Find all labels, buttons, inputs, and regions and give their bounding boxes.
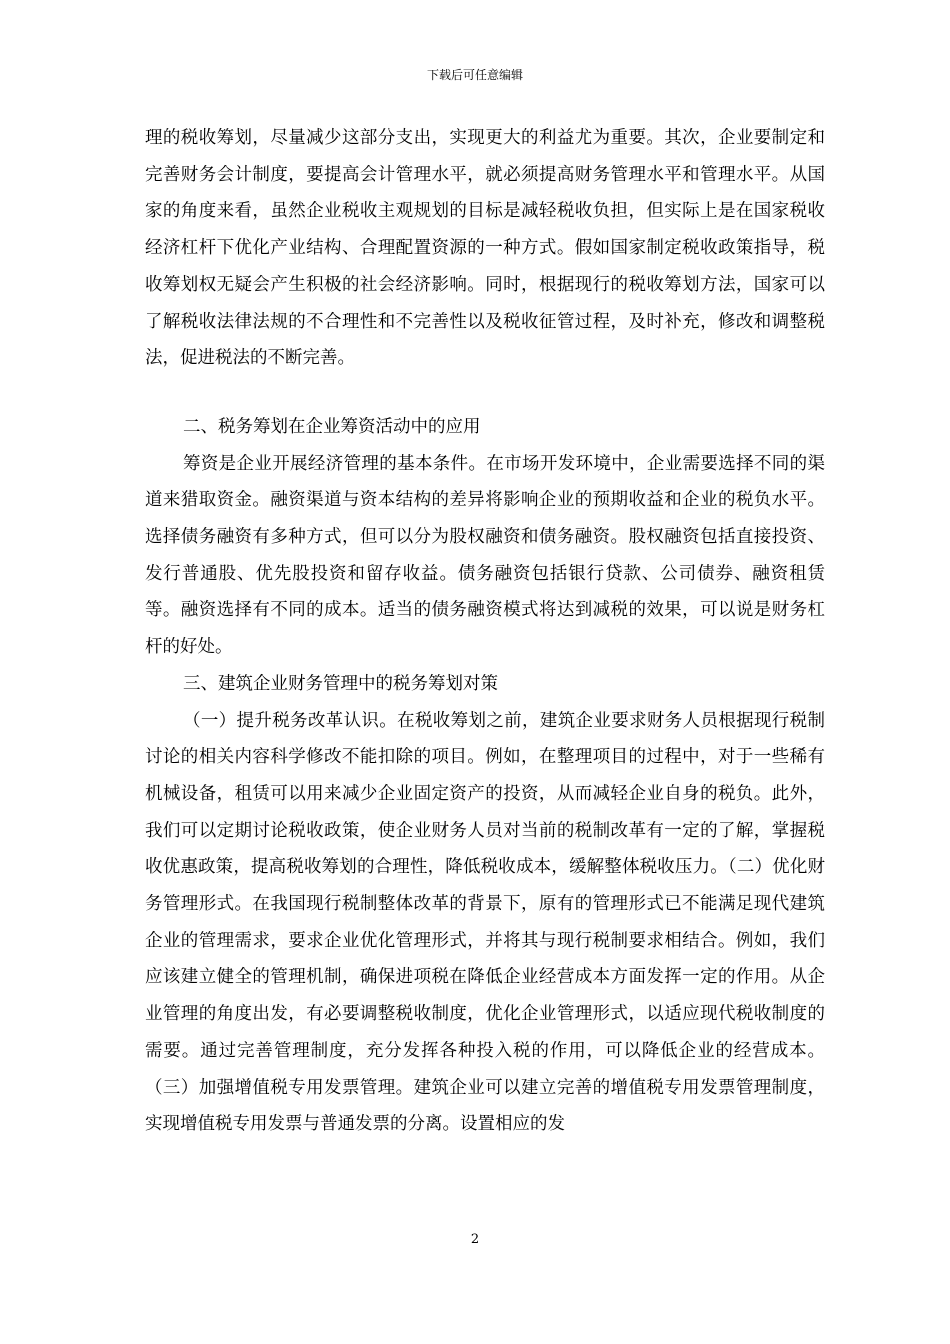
paragraph-gap bbox=[145, 377, 825, 409]
paragraph-countermeasures: （一）提升税务改革认识。在税收筹划之前，建筑企业要求财务人员根据现行税制讨论的相关内容科学修改不能扣除的项目。例如，在整理项目的过程中，对于一些稀有机械设备，租赁可以用来减少企业固定资产的投资，从而减轻企业自身的税负。此外，我们可以定期讨论税收政策，使企业财务人员对当前的税制改革有一定的了解，掌握税收优惠政策，提高税收筹划的合理性，降低税收成本，缓解整体税收压力。（二）优化财务管理形式。在我国现行税制整体改革的背景下，原有的管理形式已不能满足现代建筑企业的管理需求，要求企业优化管理形式，并将其与现行税制要求相结合。例如，我们应该建立健全的管理机制，确保进项税在降低企业经营成本方面发挥一定的作用。从企业管理的角度出发，有必要调整税收制度，优化企业管理形式，以适应现代税收制度的需要。通过完善管理制度，充分发挥各种投入税的作用，可以降低企业的经营成本。（三）加强增值税专用发票管理。建筑企业可以建立完善的增值税专用发票管理制度，实现增值税专用发票与普通发票的分离。设置相应的发 bbox=[145, 710, 825, 1135]
paragraph-financing: 筹资是企业开展经济管理的基本条件。在市场开发环境中，企业需要选择不同的渠道来猎取资金。融资渠道与资本结构的差异将影响企业的预期收益和企业的税负水平。选择债务融资有多种方式，但可以分为股权融资和债务融资。股权融资包括直接投资、发行普通股、优先股投资和留存收益。债务融资包括银行贷款、公司债券、融资租赁等。融资选择有不同的成本。适当的债务融资模式将达到减税的效果，可以说是财务杠杆的好处。 bbox=[145, 453, 825, 658]
page-number: 2 bbox=[470, 1232, 480, 1247]
page-header: 下载后可任意编辑 bbox=[426, 68, 523, 82]
document-body bbox=[145, 120, 825, 1143]
section-heading-2: 二、税务筹划在企业筹资活动中的应用 bbox=[183, 416, 481, 437]
section-heading-3: 三、建筑企业财务管理中的税务筹划对策 bbox=[183, 673, 498, 694]
paragraph-continued: 理的税收筹划，尽量减少这部分支出，实现更大的利益尤为重要。其次，企业要制定和完善财务会计制度，要提高会计管理水平，就必须提高财务管理水平和管理水平。从国家的角度来看，虽然企业税收主观规划的目标是减轻税收负担，但实际上是在国家税收经济杠杆下优化产业结构、合理配置资源的一种方式。假如国家制定税收政策指导，税收筹划权无疑会产生积极的社会经济影响。同时，根据现行的税收筹划方法，国家可以了解税收法律法规的不合理性和不完善性以及税收征管过程，及时补充，修改和调整税法，促进税法的不断完善。 bbox=[145, 128, 825, 369]
